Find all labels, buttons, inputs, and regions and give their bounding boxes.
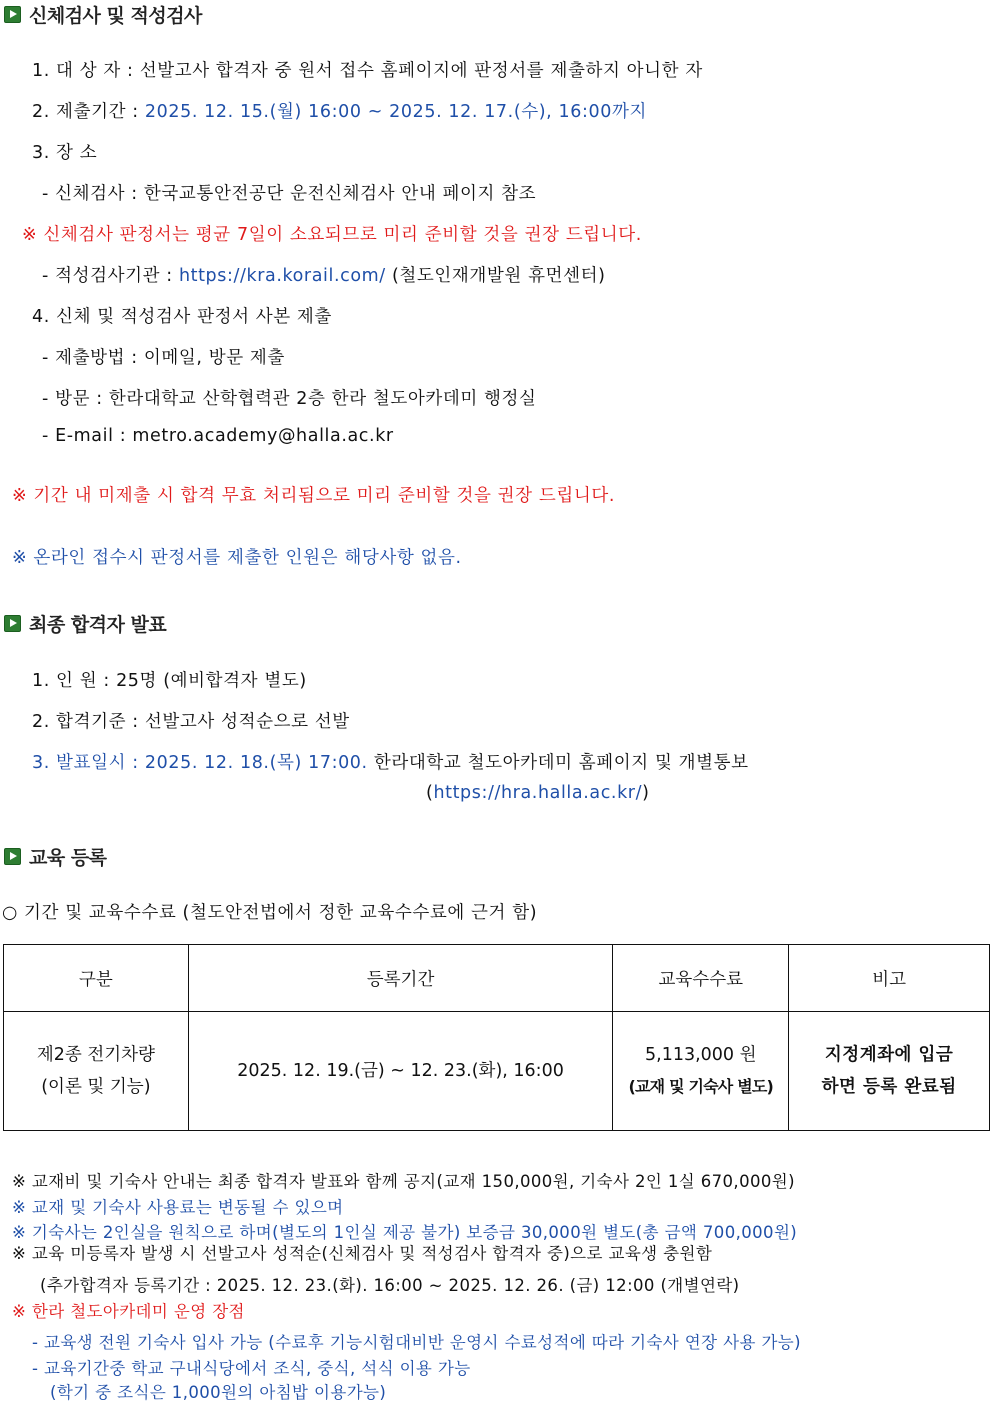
fee-amount: 5,113,000 원 (645, 1045, 757, 1065)
paren-open: ( (426, 783, 434, 803)
aptitude-suffix: (철도인재개발원 휴먼센터) (385, 266, 606, 286)
cell-period: 2025. 12. 19.(금) ~ 12. 23.(화), 16:00 (188, 1012, 613, 1131)
aptitude-prefix: - 적성검사기관 : (42, 266, 179, 286)
submit-visit: - 방문 : 한라대학교 산학협력관 2층 한라 철도아카데미 행정실 (42, 389, 537, 409)
announce-line (32, 749, 749, 774)
section-header-registration (4, 843, 107, 870)
header-category: 구분 (4, 945, 189, 1012)
target-text: 선발고사 합격자 중 원서 접수 홈페이지에 판정서를 제출하지 아니한 자 (139, 61, 703, 81)
category-line2: (이론 및 기능) (41, 1077, 151, 1097)
section-title: 신체검사 및 적성검사 (29, 5, 202, 27)
headcount-label: 1. 인 원 : (32, 671, 117, 691)
announce-link[interactable]: https://hra.halla.ac.kr/ (433, 783, 643, 803)
cell-category (4, 1012, 189, 1131)
note-fee-change: ※ 교재 및 기숙사 사용료는 변동될 수 있으며 (12, 1198, 344, 1217)
section-title: 교육 등록 (29, 847, 107, 869)
place-detail: - 신체검사 : 한국교통안전공단 운전신체검사 안내 페이지 참조 (42, 184, 537, 204)
submit-period-label: 2. 제출기간 : (32, 102, 145, 122)
criteria-line (32, 708, 350, 733)
table-row (4, 1012, 990, 1131)
headcount-text: 25명 (예비합격자 별도) (116, 671, 307, 691)
note-textbook-dorm: ※ 교재비 및 기숙사 안내는 최종 합격자 발표와 함께 공지(교재 150,000원, 기숙사 2인 1실 670,000원) (12, 1172, 795, 1191)
announce-label: 3. 발표일시 : 2025. 12. 18.(목) 17:00. (32, 753, 368, 773)
target-label: 1. 대 상 자 : (32, 61, 140, 81)
note-advantage-dorm: - 교육생 전원 기숙사 입사 가능 (수료후 기능시험대비반 운영시 수료성적에 따라 기숙사 연장 사용 가능) (32, 1333, 801, 1352)
section-header-physical-aptitude (4, 1, 202, 28)
headcount-line (32, 667, 307, 692)
section-header-final-announcement (4, 610, 166, 637)
submit-copy-title: 4. 신체 및 적성검사 판정서 사본 제출 (32, 307, 332, 327)
cell-fee (613, 1012, 789, 1131)
announce-text: 한라대학교 철도아카데미 홈페이지 및 개별통보 (367, 753, 749, 773)
fee-note: (교재 및 기숙사 별도) (628, 1077, 774, 1096)
note-advantage-cafeteria: - 교육기간중 학교 구내식당에서 조식, 중식, 석식 이용 가능 (32, 1359, 471, 1378)
header-fee: 교육수수료 (613, 945, 789, 1012)
paren-close: ) (642, 783, 650, 803)
remark-line2: 하면 등록 완료됨 (821, 1077, 957, 1097)
place-line: 3. 장 소 (32, 143, 98, 163)
note-advantages-title: ※ 한라 철도아카데미 운영 장점 (12, 1302, 245, 1321)
online-note: ※ 온라인 접수시 판정서를 제출한 인원은 해당사항 없음. (12, 548, 462, 568)
announce-url-line (426, 783, 650, 803)
criteria-label: 2. 합격기준 : (32, 712, 145, 732)
note-additional-period: (추가합격자 등록기간 : 2025. 12. 23.(화). 16:00 ~ 2025. 12. 26. (금) 12:00 (개별연락) (40, 1276, 740, 1295)
deadline-warning: ※ 기간 내 미제출 시 합격 무효 처리됨으로 미리 준비할 것을 권장 드립니다. (12, 486, 616, 506)
target-line (32, 57, 703, 82)
play-square-icon (4, 615, 21, 632)
fee-intro: ○ 기간 및 교육수수료 (철도안전법에서 정한 교육수수료에 근거 함) (2, 903, 538, 923)
aptitude-line (42, 262, 606, 287)
play-square-icon (4, 6, 21, 23)
submit-email: - E-mail : metro.academy@halla.ac.kr (42, 426, 394, 446)
note-dorm-rule: ※ 기숙사는 2인실을 원칙으로 하며(별도의 1인실 제공 불가) 보증금 30,000원 별도(총 금액 700,000원) (12, 1223, 798, 1242)
category-line1: 제2종 전기차량 (36, 1045, 155, 1065)
submit-period-text: 2025. 12. 15.(월) 16:00 ~ 2025. 12. 17.(수), 16:00까지 (144, 102, 647, 122)
physical-warning: ※ 신체검사 판정서는 평균 7일이 소요되므로 미리 준비할 것을 권장 드립니다. (22, 225, 642, 245)
criteria-text: 선발고사 성적순으로 선발 (144, 712, 350, 732)
play-square-icon (4, 848, 21, 865)
submit-period-line (32, 98, 647, 123)
aptitude-link[interactable]: https://kra.korail.com/ (178, 266, 386, 286)
cell-remark (789, 1012, 990, 1131)
note-advantage-breakfast: (학기 중 조식은 1,000원의 아침밥 이용가능) (50, 1383, 387, 1402)
table-header-row (4, 945, 990, 1012)
header-period: 등록기간 (188, 945, 613, 1012)
submit-method: - 제출방법 : 이메일, 방문 제출 (42, 348, 285, 368)
header-remark: 비고 (789, 945, 990, 1012)
remark-line1: 지정계좌에 입금 (824, 1045, 954, 1065)
note-unregistered: ※ 교육 미등록자 발생 시 선발고사 성적순(신체검사 및 적성검사 합격자 중)으로 교육생 충원함 (12, 1244, 713, 1263)
fee-table (3, 944, 990, 1131)
section-title: 최종 합격자 발표 (29, 614, 167, 636)
